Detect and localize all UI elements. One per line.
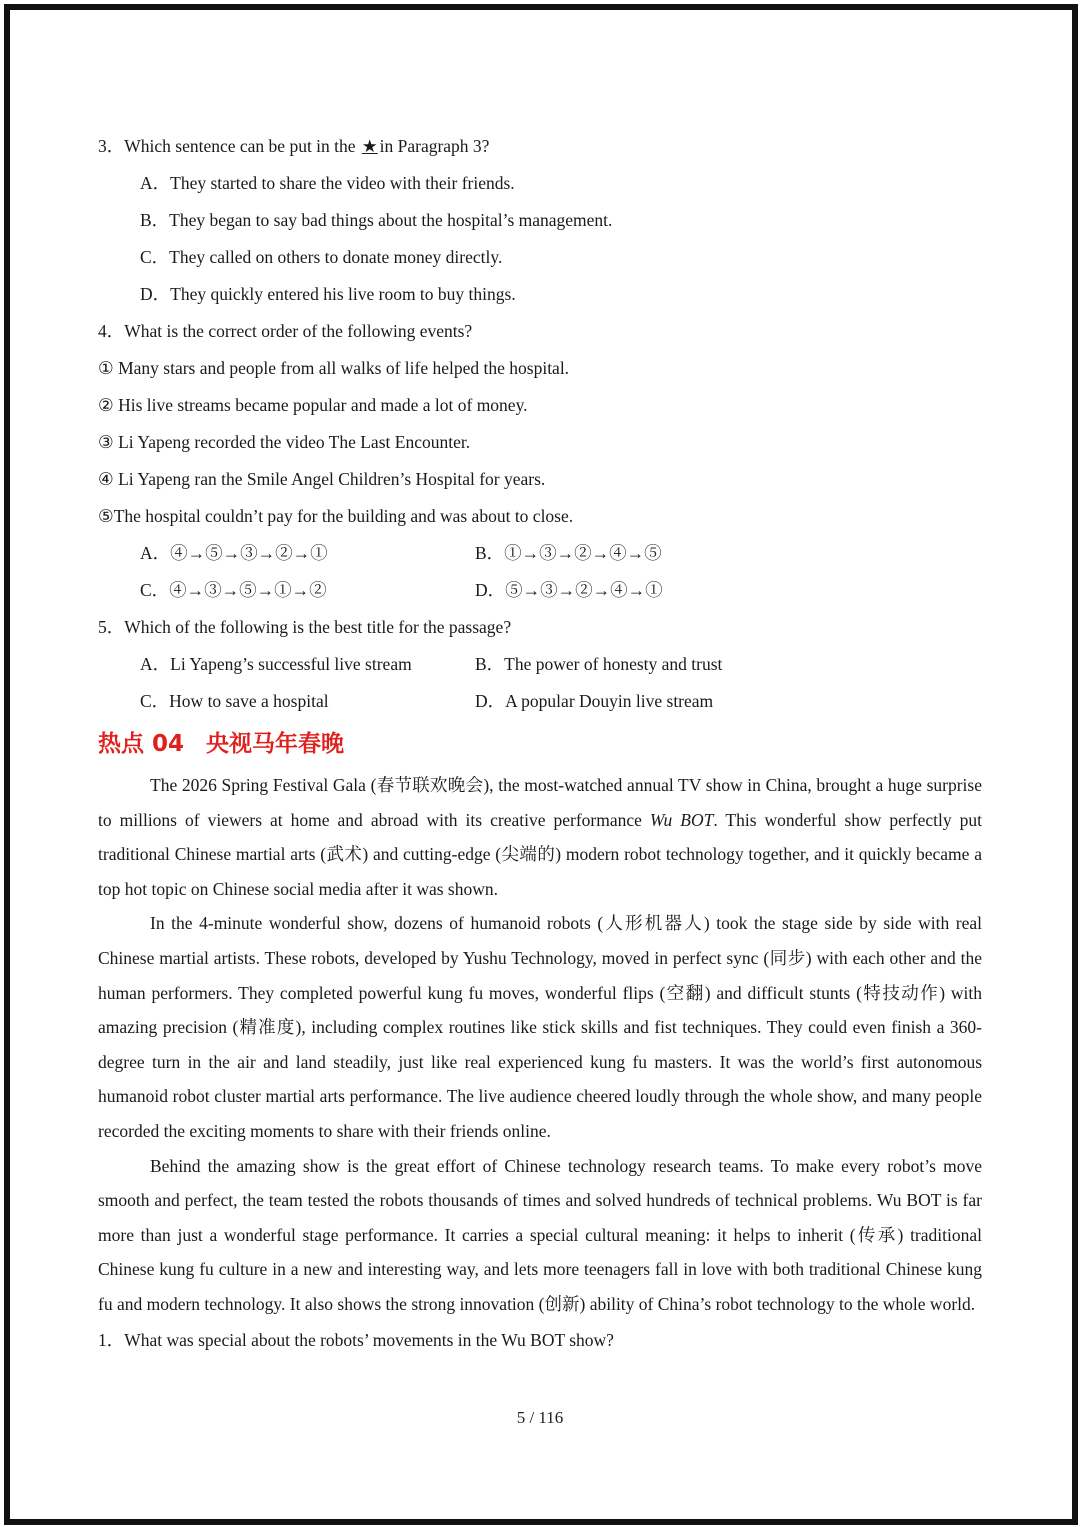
question-3-stem-post: in Paragraph 3? — [379, 136, 490, 156]
question-1-stem: 1．What was special about the robots’ movements in the Wu BOT show? — [98, 1329, 614, 1350]
passage-paragraph-1 — [98, 768, 982, 906]
show-name-italic: Wu BOT — [649, 809, 714, 830]
section-label: 热点 04 — [98, 731, 185, 757]
passage-paragraph-3: Behind the amazing show is the great effort of Chinese technology research teams. To make every robot’s move smooth and perfect, the team tested the robots thousands of times and solved hundreds of technical problems. Wu BOT is far more than just a wonderful stage performance. It carries a special cultural meaning: it helps to inherit (传承) traditional Chinese kung fu culture in a new and interesting way, and lets more teenagers fall in love with both traditional Chinese kung fu and modern technology. It also shows the strong innovation (创新) ability of China’s robot technology to the whole world. — [98, 1155, 982, 1314]
question-5-options-row-1 — [98, 646, 982, 683]
event-2: ② His live streams became popular and made a lot of money. — [98, 395, 528, 415]
paragraph-1-rest: . This wonderful show perfectly put traditional Chinese martial arts (武术) and cutting-edge (尖端的) modern robot technology together, and it quickly became a top hot topic on Chinese social media after it was shown. — [98, 809, 982, 899]
question-3-option-b: B．They began to say bad things about the hospital’s management. — [140, 210, 613, 230]
event-5: ⑤The hospital couldn’t pay for the building and was about to close. — [98, 506, 574, 526]
paragraph-1-text: The 2026 Spring Festival Gala (春节联欢晚会), the most-watched annual TV show in China, brought a huge surprise to millions of viewers at home and abroad with its creative performance — [98, 775, 982, 830]
question-4-options-row-2 — [98, 572, 982, 609]
section-title: 央视马年春晚 — [206, 731, 345, 757]
question-4-option-a: A．④→⑤→③→②→① — [140, 543, 328, 563]
section-heading — [98, 722, 982, 766]
question-5-option-b: B．The power of honesty and trust — [475, 654, 723, 674]
question-5-option-a: A．Li Yapeng’s successful live stream — [140, 654, 412, 674]
question-4-stem: 4．What is the correct order of the following events? — [98, 321, 473, 341]
star-icon: ★ — [361, 136, 378, 156]
question-4-option-c: C．④→③→⑤→①→② — [140, 580, 327, 600]
question-4-options-row-1 — [98, 535, 982, 572]
question-3-stem — [98, 128, 982, 165]
star-blank — [360, 128, 380, 165]
document-page — [98, 128, 982, 1358]
event-1: ① Many stars and people from all walks of life helped the hospital. — [98, 358, 570, 378]
passage-paragraph-2: In the 4-minute wonderful show, dozens of humanoid robots (人形机器人) took the stage side by side with real Chinese martial artists. These robots, developed by Yushu Technology, moved in perfect sync (同步) with each other and the human performers. They completed powerful kung fu moves, wonderful flips (空翻) and difficult stunts (特技动作) with amazing precision (精准度), including complex routines like stick skills and fist techniques. They could even finish a 360-degree turn in the air and land steadily, just like real experienced kung fu masters. It was the world’s first autonomous humanoid robot cluster martial arts performance. The live audience cheered loudly through the whole show, and many people recorded the exciting moments to share with their friends online. — [98, 913, 982, 1141]
question-5-option-c: C．How to save a hospital — [140, 691, 329, 711]
question-4-option-b: B．①→③→②→④→⑤ — [475, 543, 662, 563]
event-3: ③ Li Yapeng recorded the video The Last Encounter. — [98, 432, 471, 452]
question-5-option-d: D．A popular Douyin live stream — [475, 691, 714, 711]
event-4: ④ Li Yapeng ran the Smile Angel Children’s Hospital for years. — [98, 469, 546, 489]
question-3-stem-text: 3．Which sentence can be put in the — [98, 136, 356, 156]
question-4-option-d: D．⑤→③→②→④→① — [475, 580, 663, 600]
question-3-option-d: D．They quickly entered his live room to buy things. — [140, 284, 516, 304]
question-3-option-c: C．They called on others to donate money directly. — [140, 247, 503, 267]
question-5-options-row-2 — [98, 683, 982, 720]
question-3-option-a: A．They started to share the video with their friends. — [140, 173, 515, 193]
page-number: 5 / 116 — [516, 1408, 564, 1427]
question-5-stem: 5．Which of the following is the best title for the passage? — [98, 617, 512, 637]
